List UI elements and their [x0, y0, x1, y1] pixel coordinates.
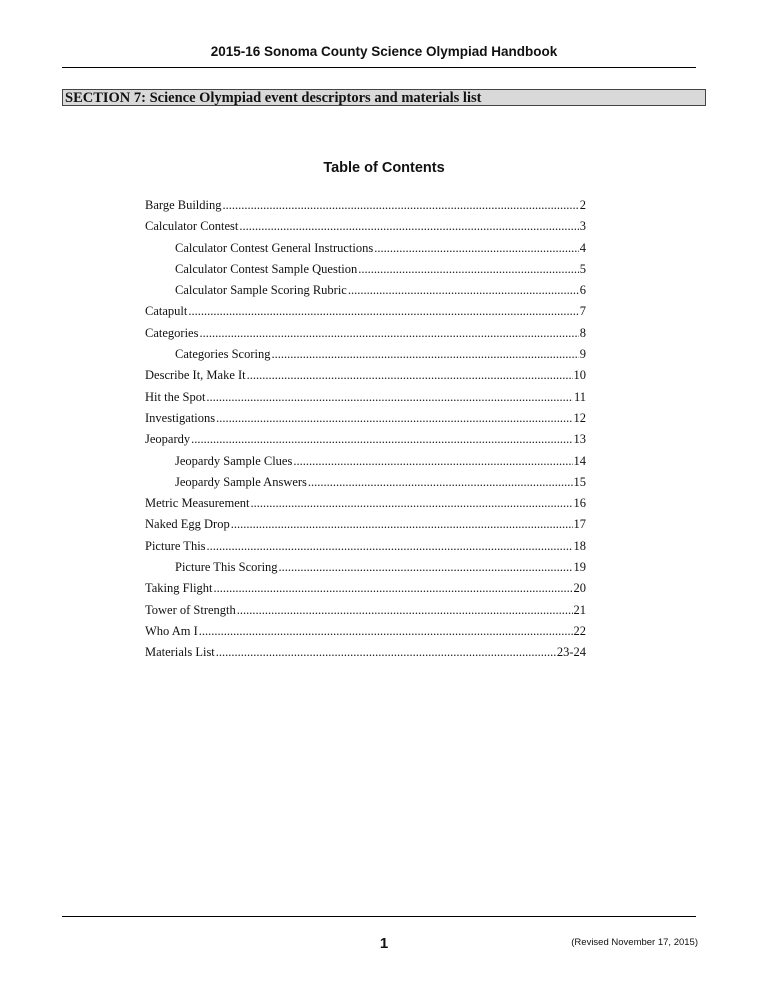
toc-entry-page: 12 — [573, 410, 586, 425]
toc-leader-dots — [207, 536, 573, 557]
toc-entry-label: Calculator Contest General Instructions — [175, 240, 374, 255]
toc-entry-page: 3 — [579, 219, 586, 234]
toc-entry-page: 14 — [573, 453, 586, 468]
page-number: 1 — [379, 935, 389, 952]
revision-note: (Revised November 17, 2015) — [571, 937, 698, 948]
toc-entry-label: Describe It, Make It — [145, 368, 246, 383]
toc-entry-page: 8 — [579, 325, 586, 340]
toc-leader-dots — [374, 238, 579, 259]
toc-entry[interactable] — [145, 408, 586, 429]
toc-entry[interactable] — [145, 451, 586, 472]
toc-entry[interactable] — [145, 387, 586, 408]
toc-entry-page: 19 — [573, 560, 586, 575]
toc-entry-page: 5 — [579, 261, 586, 276]
toc-leader-dots — [223, 195, 579, 216]
toc-title: Table of Contents — [323, 160, 445, 176]
toc-leader-dots — [237, 600, 573, 621]
toc-entry[interactable] — [145, 429, 586, 450]
toc-entry-label: Calculator Contest — [145, 219, 239, 234]
toc-entry-label: Jeopardy Sample Clues — [175, 453, 293, 468]
toc-entry-page: 9 — [579, 347, 586, 362]
toc-entry-label: Who Am I — [145, 623, 198, 638]
toc-entry-page: 15 — [573, 474, 586, 489]
toc-entry-label: Materials List — [145, 645, 215, 660]
header-title: 2015-16 Sonoma County Science Olympiad Handbook — [210, 44, 558, 59]
toc-entry-page: 21 — [573, 602, 586, 617]
toc-entry-page: 16 — [573, 496, 586, 511]
toc-entry-label: Calculator Sample Scoring Rubric — [175, 283, 347, 298]
section-heading: SECTION 7: Science Olympiad event descriptors and materials list — [62, 89, 706, 106]
toc-leader-dots — [214, 578, 573, 599]
toc-entry-page: 4 — [579, 240, 586, 255]
toc-entry-label: Hit the Spot — [145, 389, 206, 404]
toc-entry[interactable] — [145, 323, 586, 344]
toc-entry-label: Jeopardy Sample Answers — [175, 474, 307, 489]
toc-leader-dots — [206, 387, 573, 408]
toc-entry[interactable] — [145, 600, 586, 621]
toc-leader-dots — [250, 493, 572, 514]
toc-entry-label: Picture This — [145, 538, 206, 553]
toc-leader-dots — [247, 365, 573, 386]
toc-leader-dots — [199, 621, 573, 642]
toc-entry[interactable] — [145, 216, 586, 237]
toc-entry-page: 7 — [579, 304, 586, 319]
toc-leader-dots — [239, 216, 578, 237]
toc-entry-label: Investigations — [145, 410, 216, 425]
toc-leader-dots — [308, 472, 573, 493]
toc-leader-dots — [216, 642, 556, 663]
toc-leader-dots — [231, 514, 573, 535]
toc-entry[interactable] — [145, 514, 586, 535]
toc-entry-page: 2 — [579, 198, 586, 212]
toc-entry-label: Picture This Scoring — [175, 560, 278, 575]
toc-entry-label: Taking Flight — [145, 581, 213, 596]
toc-entry[interactable] — [145, 536, 586, 557]
toc-leader-dots — [216, 408, 572, 429]
toc-entry-page: 6 — [579, 283, 586, 298]
toc-entry-page: 20 — [573, 581, 586, 596]
toc-entry-label: Metric Measurement — [145, 496, 250, 511]
toc-entry[interactable] — [145, 301, 586, 322]
toc-entry-page: 11 — [573, 389, 586, 404]
toc-leader-dots — [293, 451, 572, 472]
toc-entry[interactable] — [145, 642, 586, 663]
toc-entry-page: 18 — [573, 538, 586, 553]
toc-leader-dots — [271, 344, 578, 365]
toc-entry[interactable] — [145, 621, 586, 642]
footer-divider — [62, 916, 696, 917]
header-divider — [62, 67, 696, 68]
toc-entry[interactable] — [145, 557, 586, 578]
toc-leader-dots — [199, 323, 578, 344]
toc-entry-label: Naked Egg Drop — [145, 517, 230, 532]
toc-entry[interactable] — [145, 365, 586, 386]
toc-entry-label: Catapult — [145, 304, 188, 319]
toc-entry[interactable] — [145, 493, 586, 514]
toc-entry-page: 22 — [573, 623, 586, 638]
toc-entry-label: Categories — [145, 325, 199, 340]
toc-entry[interactable] — [145, 280, 586, 301]
toc-entry[interactable] — [145, 259, 586, 280]
toc-leader-dots — [191, 429, 572, 450]
toc-entry-page: 17 — [573, 517, 586, 532]
toc-entry[interactable] — [145, 578, 586, 599]
toc-entry-page: 10 — [573, 368, 586, 383]
toc-entry-page: 13 — [573, 432, 586, 447]
toc-entry[interactable] — [145, 195, 586, 216]
toc-entry[interactable] — [145, 238, 586, 259]
toc-entry[interactable] — [145, 344, 586, 365]
toc-entry-page: 23-24 — [556, 645, 586, 660]
toc-leader-dots — [188, 301, 578, 322]
toc-entry-label: Tower of Strength — [145, 602, 236, 617]
toc-leader-dots — [358, 259, 578, 280]
toc-entry-label: Categories Scoring — [175, 347, 271, 362]
toc-leader-dots — [348, 280, 579, 301]
toc-leader-dots — [279, 557, 573, 578]
toc-entry[interactable] — [145, 472, 586, 493]
toc-entry-label: Jeopardy — [145, 432, 191, 447]
table-of-contents — [145, 195, 586, 664]
toc-entry-label: Barge Building — [145, 198, 222, 212]
toc-entry-label: Calculator Contest Sample Question — [175, 261, 358, 276]
